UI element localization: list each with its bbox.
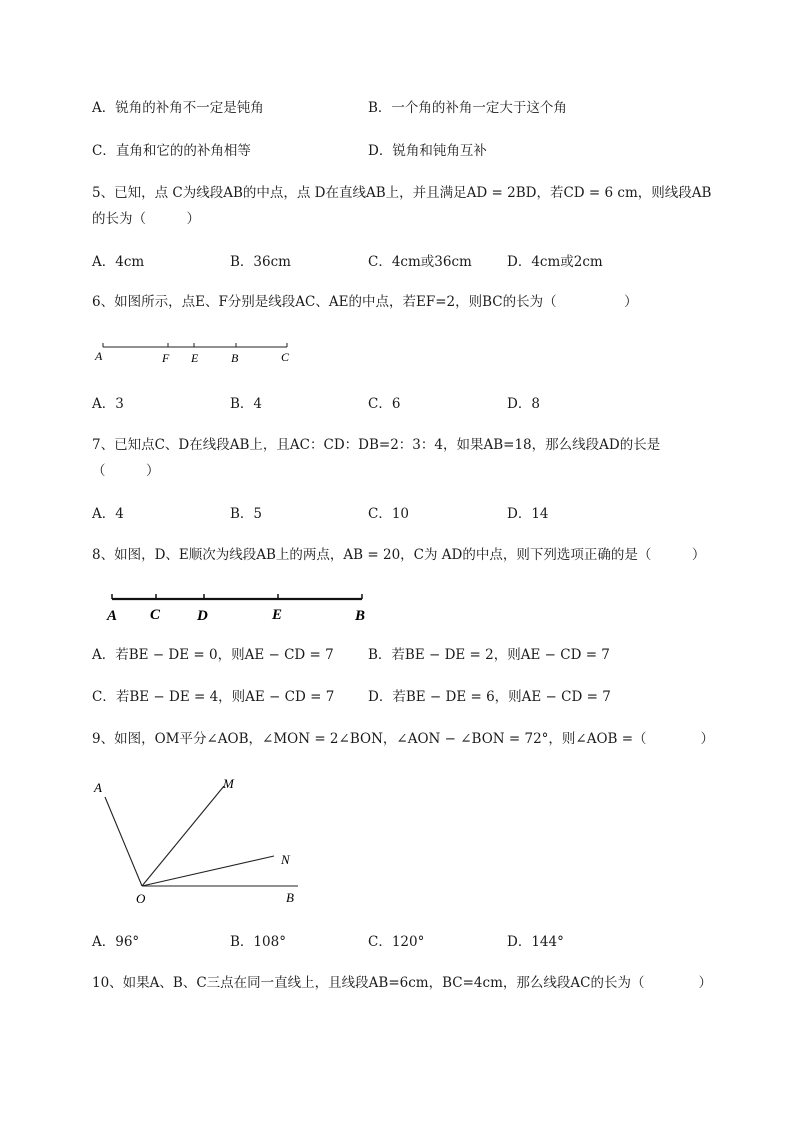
q6-label-f: F — [162, 351, 170, 365]
q8-option-b: B．若BE − DE = 2，则AE − CD = 7 — [368, 647, 610, 663]
q9-ray-oa — [105, 797, 142, 886]
q5-option-a: A．4cm — [92, 254, 145, 270]
q8-segment-figure — [100, 590, 380, 628]
q8-label-e: E — [272, 607, 283, 623]
q9-label-n: N — [281, 852, 290, 867]
q8-label-d: D — [197, 608, 208, 624]
q6-label-a: A — [95, 349, 103, 363]
q4-option-c: C．直角和它的的补角相等 — [92, 143, 251, 159]
q7-stem-line2: （ ） — [92, 463, 160, 479]
q9-option-d: D．144° — [507, 934, 564, 950]
q7-option-c: C．10 — [368, 506, 410, 522]
q6-option-d: D．8 — [507, 396, 540, 412]
q9-label-b: B — [286, 890, 294, 905]
q6-segment-figure — [90, 336, 300, 370]
q9-option-b: B．108° — [230, 934, 286, 950]
q4-option-a: A．锐角的补角不一定是钝角 — [92, 100, 264, 116]
q4-option-b: B．一个角的补角一定大于这个角 — [368, 100, 567, 116]
q10-stem: 10、如果A、B、C三点在同一直线上，且线段AB=6cm，BC=4cm，那么线段AC的长为（ ） — [92, 975, 712, 991]
q6-label-b: B — [231, 351, 239, 365]
q8-stem: 8、如图，D、E顺次为线段AB上的两点，AB = 20，C为 AD的中点，则下列选项正确的是（ ） — [92, 547, 706, 563]
q5-stem-line1: 5、已知，点 C为线段AB的中点，点 D在直线AB上，并且满足AD = 2BD，若CD = 6 cm，则线段AB — [92, 185, 712, 201]
q9-stem: 9、如图，OM平分∠AOB，∠MON = 2∠BON，∠AON − ∠BON = 72°，则∠AOB =（ ） — [92, 731, 715, 747]
q9-label-m: M — [223, 776, 234, 791]
q5-stem-line2: 的长为（ ） — [92, 211, 200, 227]
q7-option-b: B．5 — [230, 506, 263, 522]
q8-label-c: C — [150, 607, 161, 623]
q5-option-d: D．4cm或2cm — [507, 254, 603, 270]
q9-label-o: O — [136, 891, 146, 906]
q5-option-c: C．4cm或36cm — [368, 254, 472, 270]
q9-ray-om — [142, 786, 224, 886]
q9-option-c: C．120° — [368, 934, 425, 950]
q8-option-a: A．若BE − DE = 0，则AE − CD = 7 — [92, 647, 334, 663]
q7-option-d: D．14 — [507, 506, 549, 522]
q8-option-c: C．若BE − DE = 4，则AE − CD = 7 — [92, 689, 335, 705]
q9-label-a: A — [94, 780, 102, 795]
q8-option-d: D．若BE − DE = 6，则AE − CD = 7 — [368, 689, 611, 705]
q8-label-b: B — [355, 608, 366, 624]
q8-label-a: A — [107, 608, 118, 624]
q6-label-c: C — [281, 350, 290, 364]
q4-option-d: D．锐角和钝角互补 — [368, 143, 487, 159]
q9-ray-on — [142, 856, 274, 886]
q7-option-a: A．4 — [92, 506, 124, 522]
q6-stem: 6、如图所示，点E、F分别是线段AC、AE的中点，若EF=2，则BC的长为（ ） — [92, 294, 638, 310]
q9-option-a: A．96° — [92, 934, 140, 950]
q9-angle-figure — [88, 772, 313, 910]
q6-option-b: B．4 — [230, 396, 263, 412]
q6-option-a: A．3 — [92, 396, 124, 412]
q6-option-c: C．6 — [368, 396, 401, 412]
q6-label-e: E — [191, 351, 199, 365]
q7-stem-line1: 7、已知点C、D在线段AB上，且AC：CD：DB=2：3：4，如果AB=18，那么线段AD的长是 — [92, 437, 661, 453]
q5-option-b: B．36cm — [230, 254, 291, 270]
